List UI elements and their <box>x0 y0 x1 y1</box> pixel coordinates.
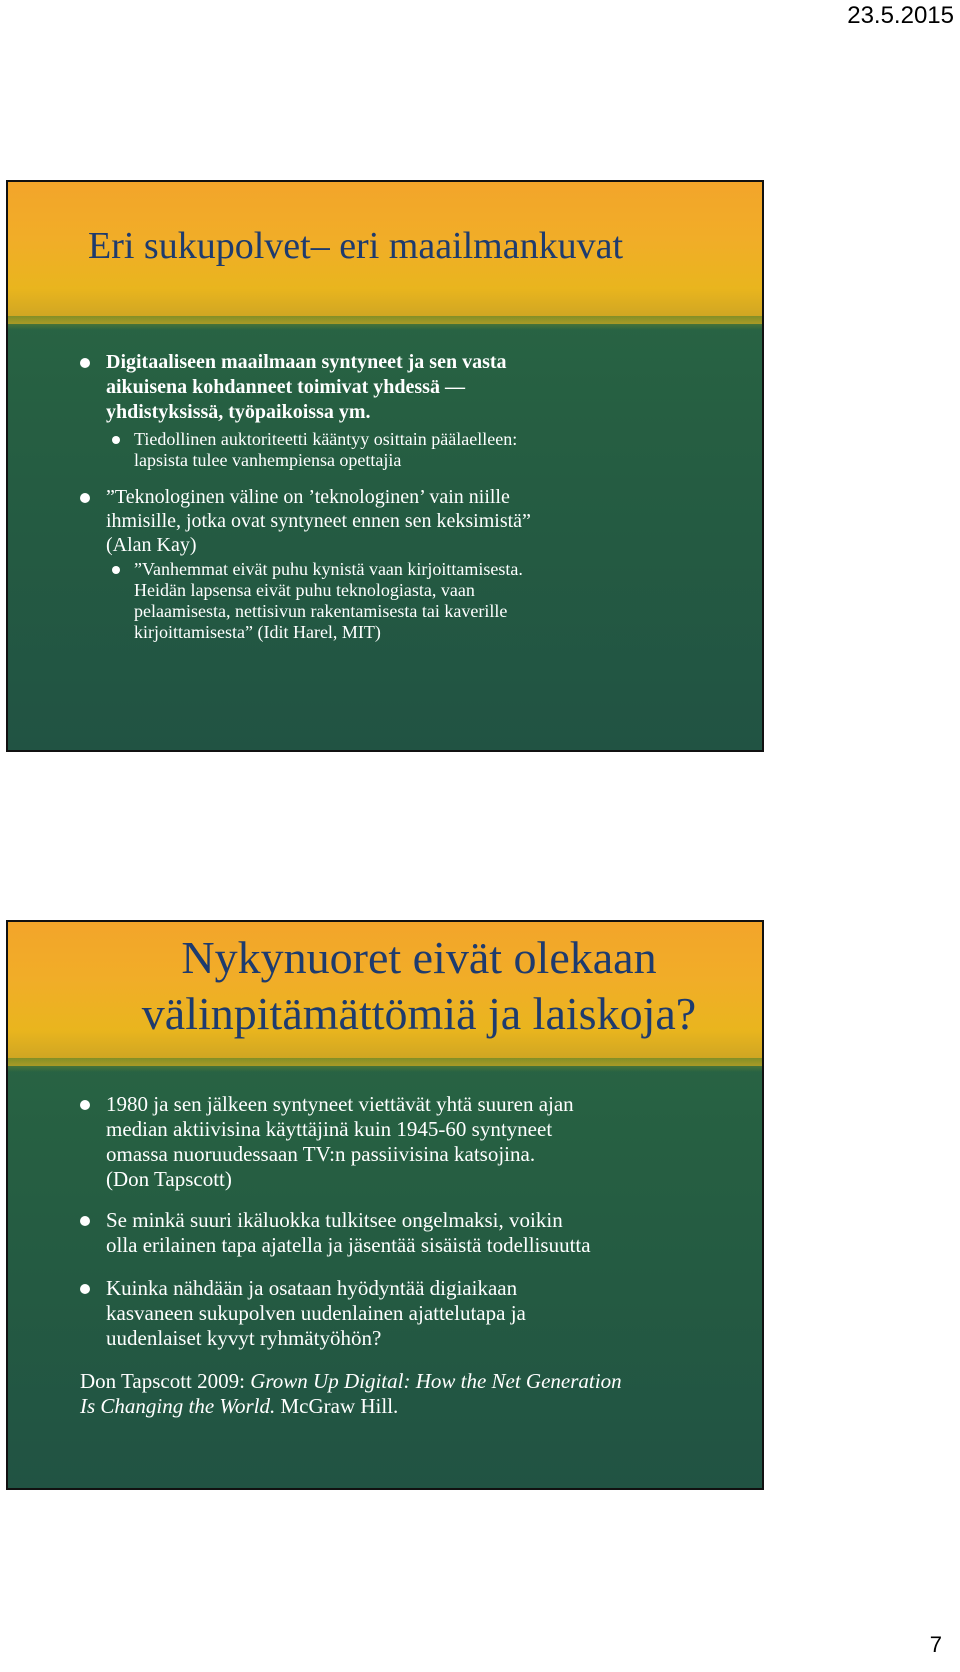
slide-2-reference <box>80 1369 762 1419</box>
bullet-line: Kuinka nähdään ja osataan hyödyntää digiaikaan <box>106 1276 518 1300</box>
bullet-icon <box>80 1216 90 1226</box>
title-line: Nykynuoret eivät olekaan <box>181 932 657 983</box>
page-date: 23.5.2015 <box>847 2 954 29</box>
slide-1-sub-bullet-1 <box>134 429 762 471</box>
slide-2-bullet-2 <box>106 1208 762 1258</box>
reference-line-1 <box>80 1369 762 1394</box>
bullet-icon <box>112 566 120 574</box>
bullet-line: omassa nuoruudessaan TV:n passiivisina katsojina. <box>106 1142 536 1166</box>
bullet-line: kasvaneen sukupolven uudenlainen ajattelutapa ja <box>106 1301 526 1325</box>
bullet-line: ”Vanhemmat eivät puhu kynistä vaan kirjoittamisesta. <box>134 559 523 579</box>
bullet-line: olla erilainen tapa ajatella ja jäsentää sisäistä todellisuutta <box>106 1233 591 1257</box>
slide-2-title <box>74 930 764 1042</box>
slide-2-body <box>8 1092 762 1419</box>
bullet-icon <box>80 493 90 503</box>
bullet-icon <box>80 1284 90 1294</box>
slide-2 <box>6 920 764 1490</box>
reference-line-2 <box>80 1394 762 1419</box>
slide-1-body <box>8 350 762 643</box>
bullet-line: yhdistyksissä, työpaikoissa ym. <box>106 401 371 423</box>
bullet-line: pelaamisesta, nettisivun rakentamisesta tai kaverille <box>134 601 508 621</box>
bullet-line: Se minkä suuri ikäluokka tulkitsee ongelmaksi, voikin <box>106 1208 563 1232</box>
slide-1-bullet-1 <box>106 350 762 425</box>
slide-1-sub-bullet-2 <box>134 559 762 643</box>
bullet-line: Digitaaliseen maailmaan syntyneet ja sen vasta <box>106 351 507 373</box>
reference-title: Grown Up Digital: How the Net Generation <box>250 1369 622 1393</box>
slide-2-bullet-3 <box>106 1276 762 1351</box>
reference-title: Is Changing the World. <box>80 1394 276 1418</box>
page-number: 7 <box>929 1632 942 1657</box>
title-line: välinpitämättömiä ja laiskoja? <box>141 988 697 1039</box>
bullet-line: median aktiivisina käyttäjinä kuin 1945-60 syntyneet <box>106 1117 553 1141</box>
bullet-icon <box>112 436 120 444</box>
slide-1-bullet-2 <box>106 485 762 557</box>
bullet-line: (Don Tapscott) <box>106 1167 232 1191</box>
bullet-line: kirjoittamisesta” (Idit Harel, MIT) <box>134 622 381 642</box>
bullet-line: Heidän lapsensa eivät puhu teknologiasta, vaan <box>134 580 475 600</box>
bullet-line: ihmisille, jotka ovat syntyneet ennen sen keksimistä” <box>106 510 531 532</box>
bullet-line: aikuisena kohdanneet toimivat yhdessä — <box>106 376 465 398</box>
reference-publisher: McGraw Hill. <box>275 1394 399 1418</box>
bullet-line: uudenlaiset kyvyt ryhmätyöhön? <box>106 1326 382 1350</box>
bullet-line: lapsista tulee vanhempiensa opettajia <box>134 450 402 470</box>
bullet-icon <box>80 1100 90 1110</box>
bullet-line: (Alan Kay) <box>106 534 197 556</box>
bullet-icon <box>80 358 90 368</box>
slide-1 <box>6 180 764 752</box>
slide-2-bullet-1 <box>106 1092 762 1192</box>
reference-author: Don Tapscott 2009: <box>80 1369 251 1393</box>
bullet-line: ”Teknologinen väline on ’teknologinen’ vain niille <box>106 486 510 508</box>
slide-1-title: Eri sukupolvet– eri maailmankuvat <box>88 225 624 267</box>
bullet-line: Tiedollinen auktoriteetti kääntyy osittain päälaelleen: <box>134 429 518 449</box>
bullet-line: 1980 ja sen jälkeen syntyneet viettävät yhtä suuren ajan <box>106 1092 574 1116</box>
